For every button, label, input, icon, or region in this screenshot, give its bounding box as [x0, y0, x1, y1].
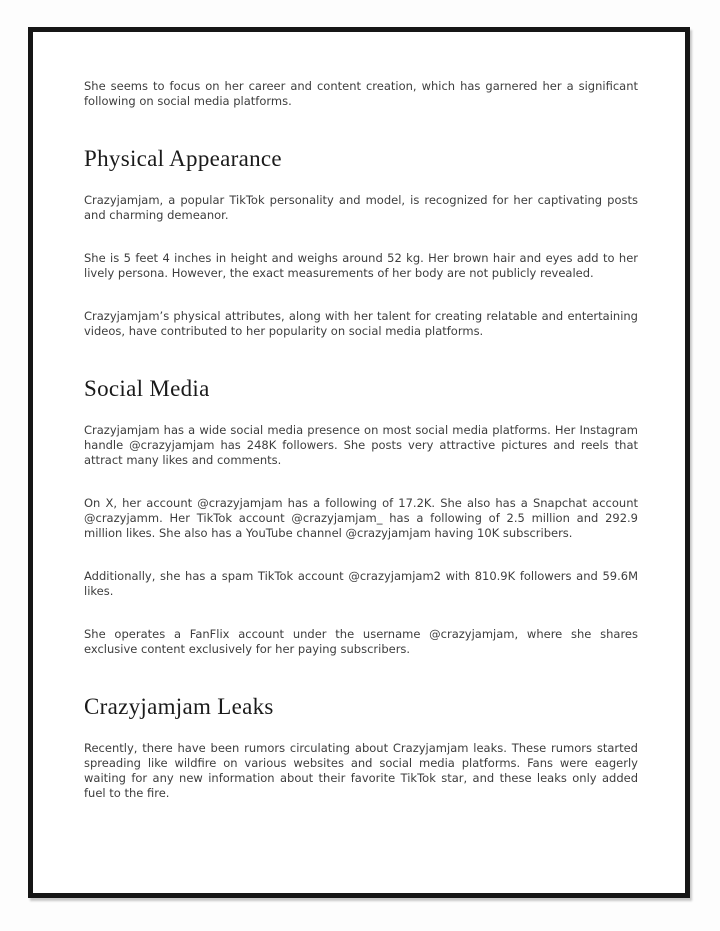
intro-paragraph: She seems to focus on her career and content creation, which has garnered her a significant following on social media platforms. — [84, 79, 638, 108]
paragraph: Crazyjamjam, a popular TikTok personality and model, is recognized for her captivating posts and charming demeanor. — [84, 193, 638, 222]
paragraph: Recently, there have been rumors circulating about Crazyjamjam leaks. These rumors started spreading like wildfire on various websites and social media platforms. Fans were eagerly waiting for any new information about their favorite TikTok star, and these leaks only added fuel to the fire. — [84, 741, 638, 800]
section-heading-physical-appearance: Physical Appearance — [84, 146, 282, 171]
document-page — [28, 27, 690, 898]
page-content — [33, 32, 685, 893]
section-heading-crazyjamjam-leaks: Crazyjamjam Leaks — [84, 694, 274, 719]
paragraph: She operates a FanFlix account under the username @crazyjamjam, where she shares exclusive content exclusively for her paying subscribers. — [84, 627, 638, 656]
paragraph: Crazyjamjam has a wide social media presence on most social media platforms. Her Instagram handle @crazyjamjam has 248K followers. She posts very attractive pictures and reels that attract many likes and comments. — [84, 423, 638, 467]
paragraph: On X, her account @crazyjamjam has a following of 17.2K. She also has a Snapchat account @crazyjamm. Her TikTok account @crazyjamjam_ has a following of 2.5 million and 292.9 million likes. She also has a YouTube channel @crazyjamjam having 10K subscribers. — [84, 496, 638, 540]
paragraph: Crazyjamjam’s physical attributes, along with her talent for creating relatable and entertaining videos, have contributed to her popularity on social media platforms. — [84, 309, 638, 338]
paragraph: Additionally, she has a spam TikTok account @crazyjamjam2 with 810.9K followers and 59.6M likes. — [84, 569, 638, 598]
paragraph: She is 5 feet 4 inches in height and weighs around 52 kg. Her brown hair and eyes add to her lively persona. However, the exact measurements of her body are not publicly revealed. — [84, 251, 638, 280]
section-heading-social-media: Social Media — [84, 376, 210, 401]
